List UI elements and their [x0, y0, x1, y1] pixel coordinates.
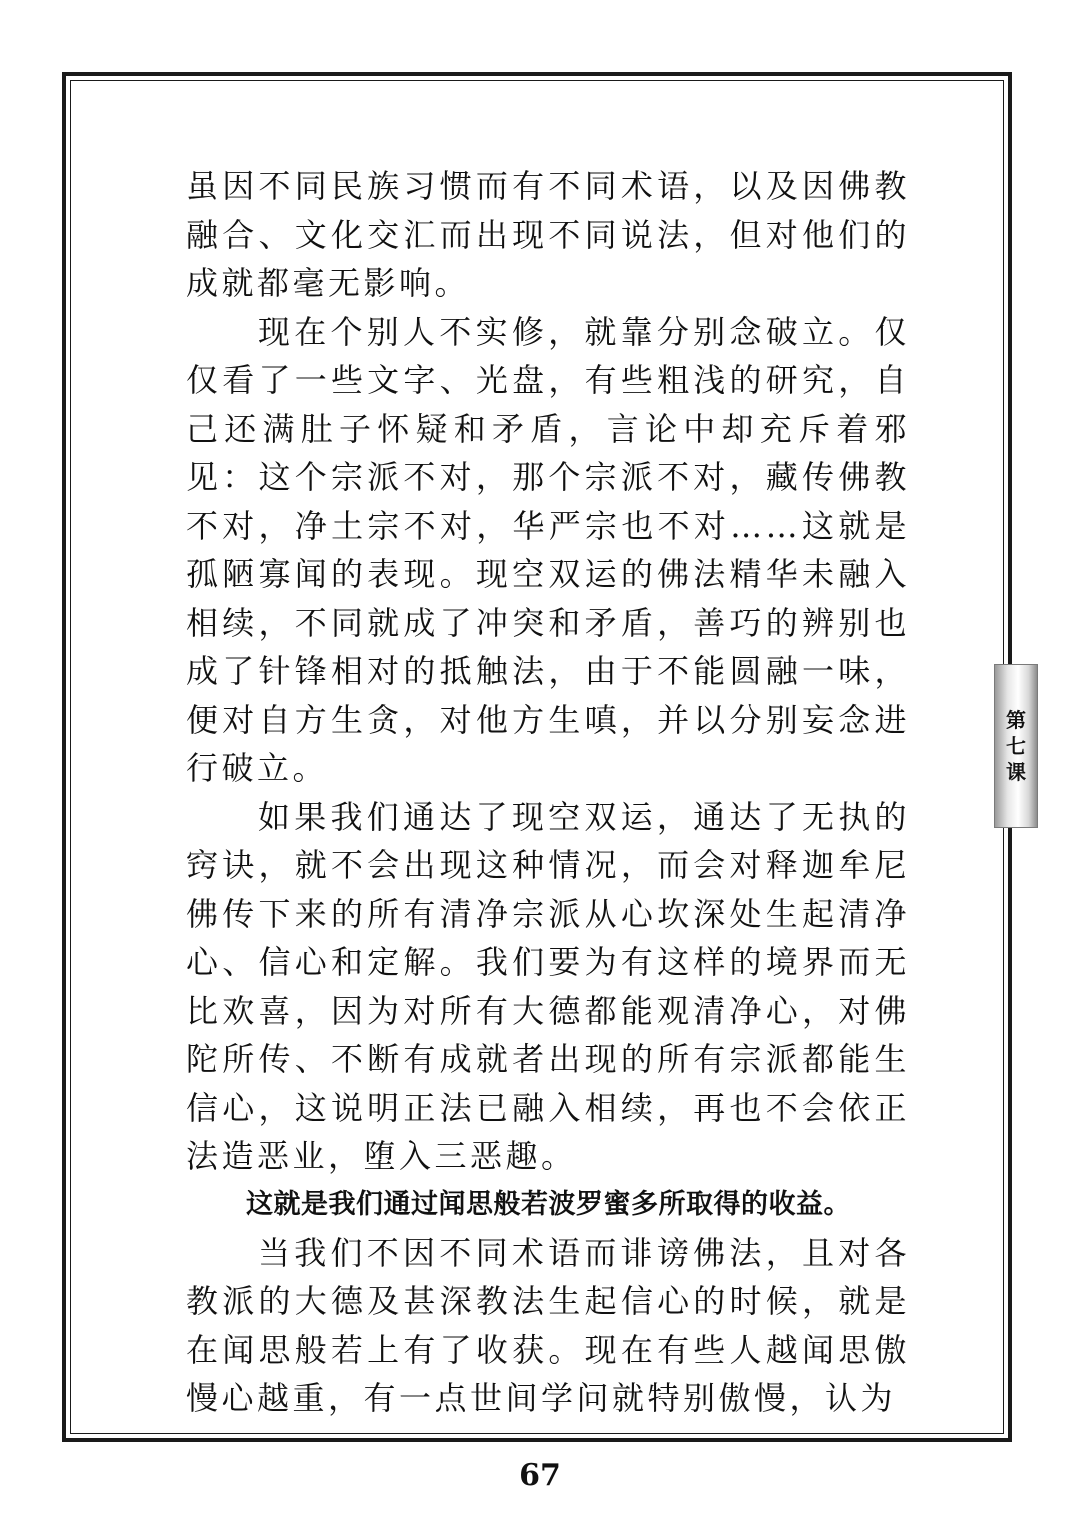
paragraph-5: 当我们不因不同术语而诽谤佛法，且对各教派的大德及甚深教法生起信心的时候，就是在闻思般若上有了收获。现在有些人越闻思傲慢心越重，有一点世间学问就特别傲慢，认为 — [186, 1233, 910, 1417]
lesson-side-tab — [994, 664, 1038, 828]
paragraph-1: 虽因不同民族习惯而有不同术语，以及因佛教融合、文化交汇而出现不同说法，但对他们的成就都毫无影响。 — [186, 167, 910, 302]
paragraph-2: 现在个别人不实修，就靠分别念破立。仅仅看了一些文字、光盘，有些粗浅的研究，自己还满肚子怀疑和矛盾，言论中却充斥着邪见：这个宗派不对，那个宗派不对，藏传佛教不对，净土宗不对，华严宗也不对……这就是孤陋寡闻的表现。现空双运的佛法精华未融入相续，不同就成了冲突和矛盾，善巧的辨别也成了针锋相对的抵触法，由于不能圆融一味，便对自方生贪，对他方生嗔，并以分别妄念进行破立。 — [186, 312, 910, 787]
page-number: 67 — [519, 1458, 561, 1493]
lesson-tab-label: 第七课 — [1006, 708, 1026, 784]
highlight-sentence: 这就是我们通过闻思般若波罗蜜多所取得的收益。 — [246, 1188, 851, 1220]
paragraph-3: 如果我们通达了现空双运，通达了无执的窍诀，就不会出现这种情况，而会对释迦牟尼佛传下来的所有清净宗派从心坎深处生起清净心、信心和定解。我们要为有这样的境界而无比欢喜，因为对所有大德都能观清净心，对佛陀所传、不断有成就者出现的所有宗派都能生信心，这说明正法已融入相续，再也不会依正法造恶业，堕入三恶趣。 — [186, 797, 910, 1175]
page-body — [186, 162, 910, 1423]
